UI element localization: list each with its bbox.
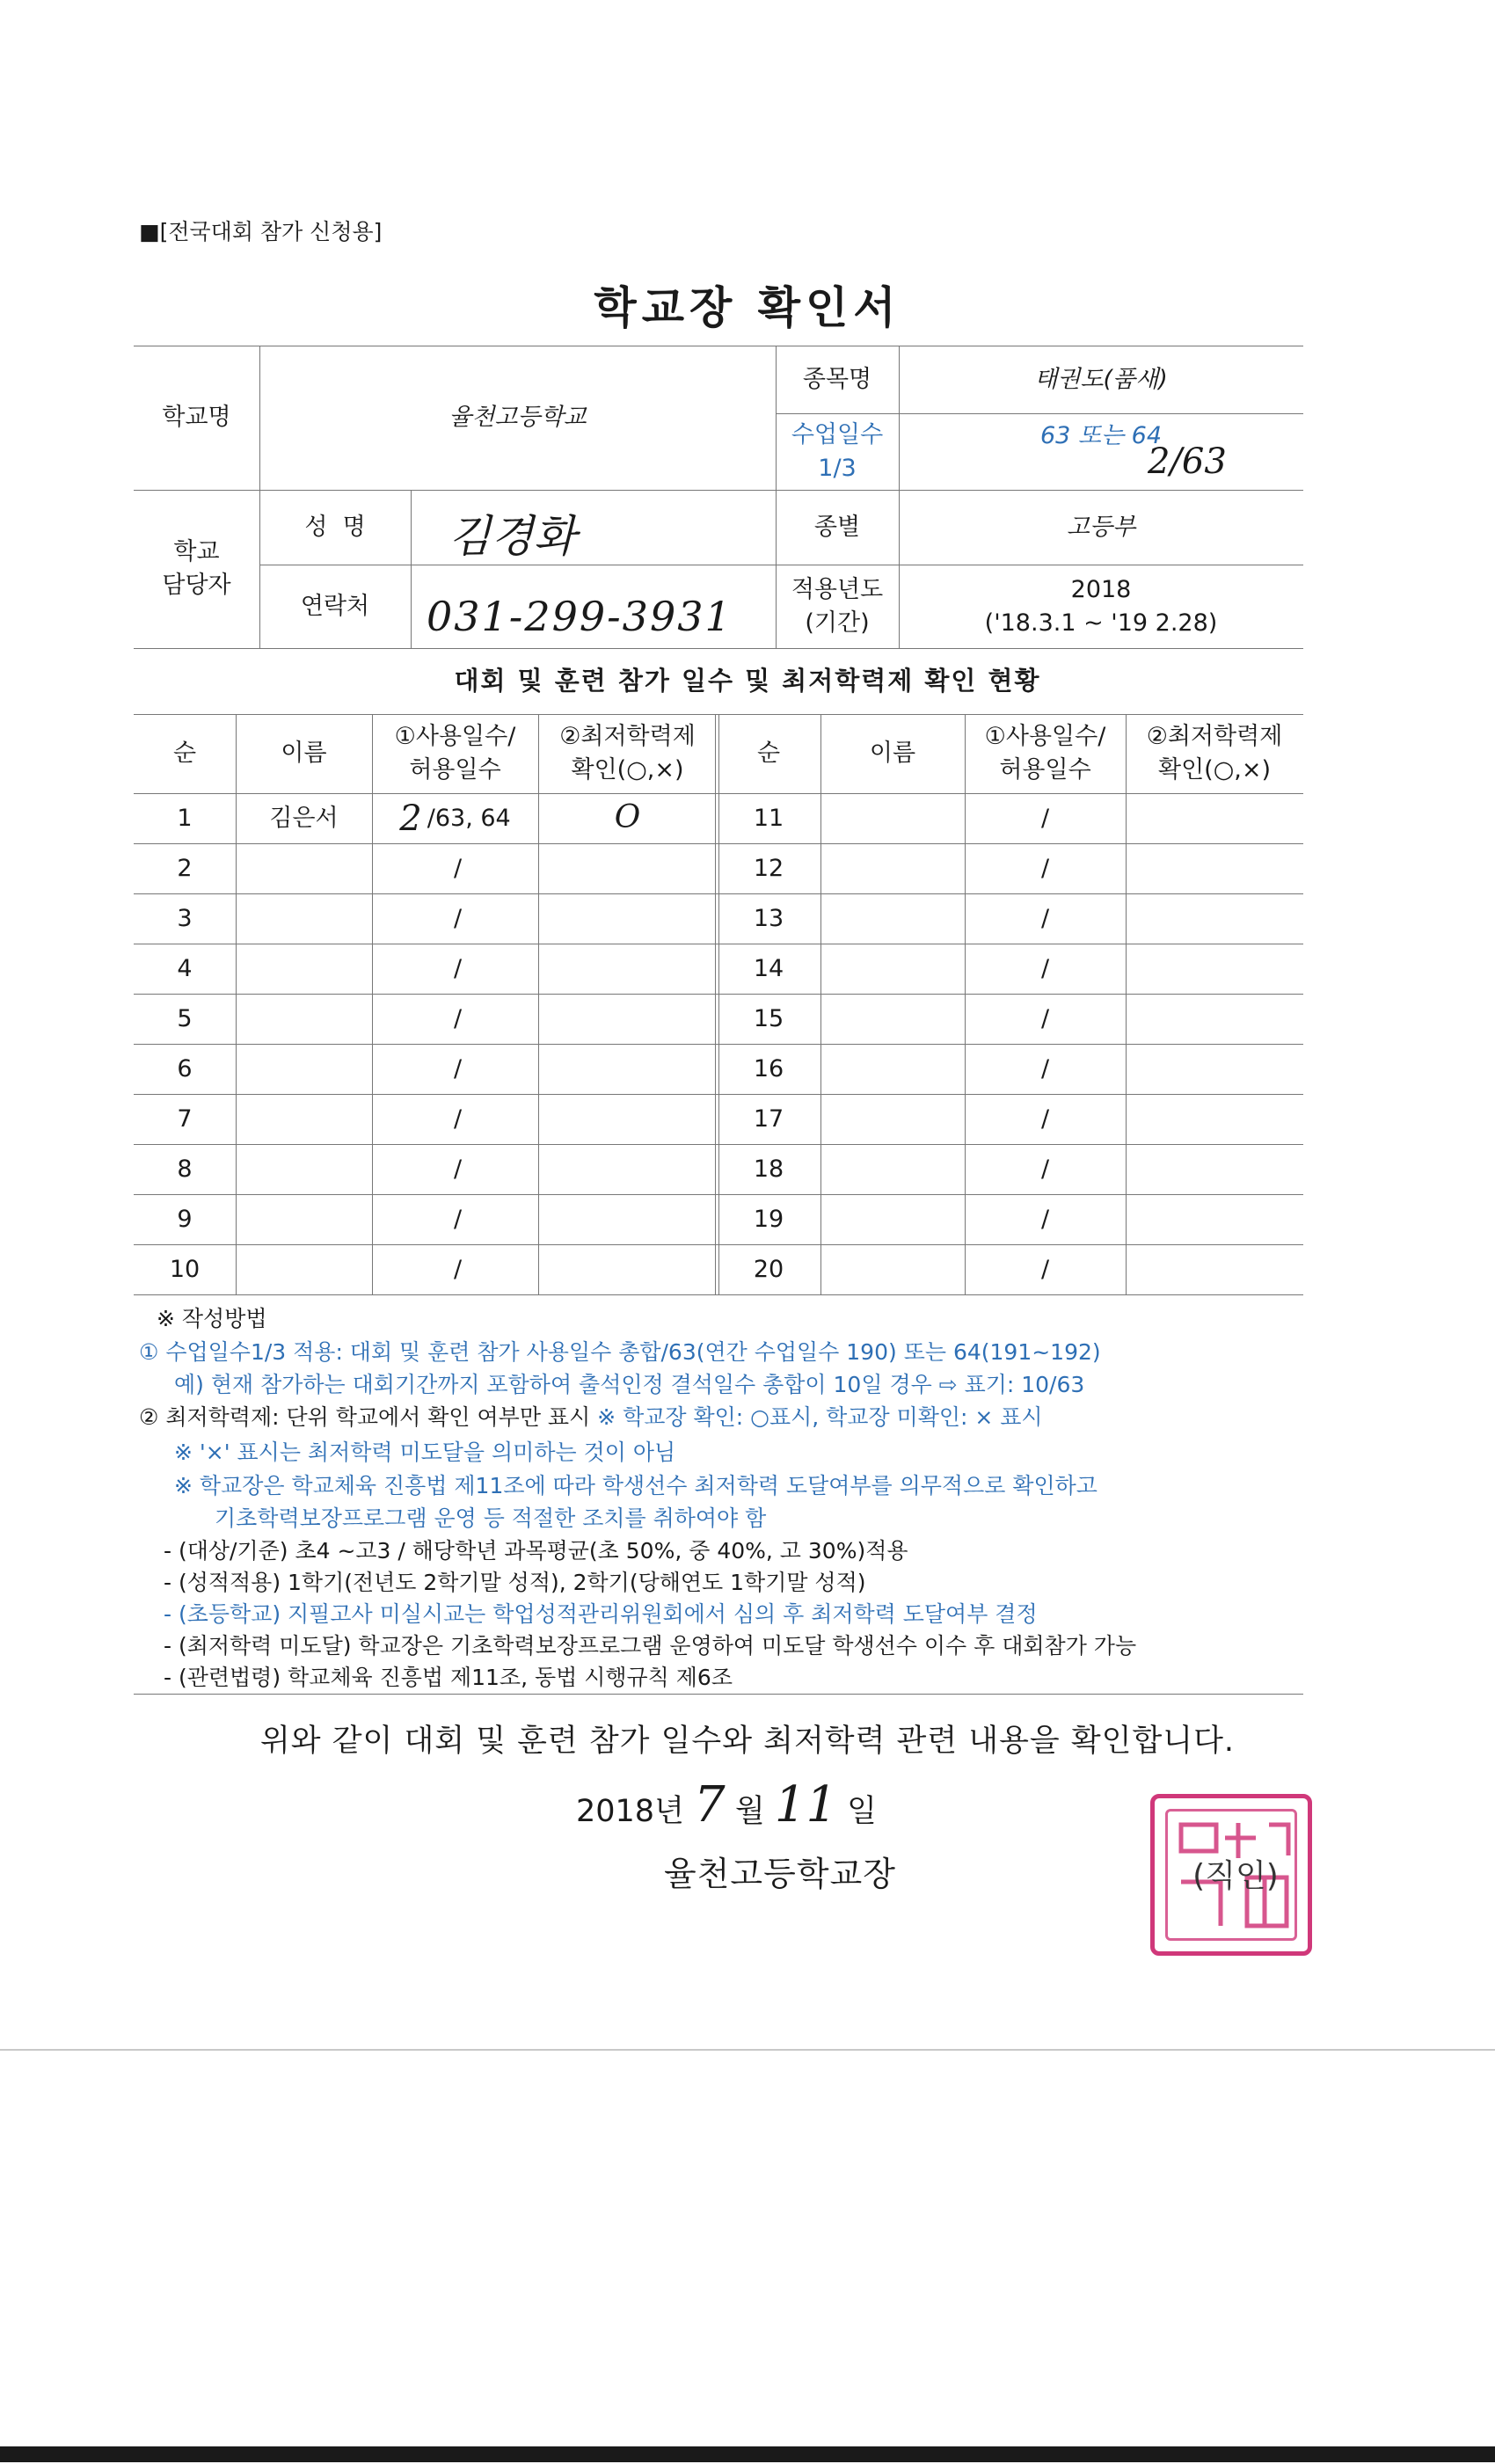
header-no-left: 순 <box>172 740 197 768</box>
detail-1: - (대상/기준) 초4 ~고3 / 해당학년 과목평균(초 50%, 중 40%, 고 30%)적용 <box>164 1538 908 1564</box>
header-check-line2: 확인(○,×) <box>1158 756 1271 784</box>
manager-contact-label: 연락처 <box>300 592 370 620</box>
header-check-line2: 확인(○,×) <box>571 756 684 784</box>
row-number: 18 <box>753 1155 784 1183</box>
row-check <box>538 1044 717 1094</box>
note-1-line1: ① 수업일수1/3 적용: 대회 및 훈련 참가 사용일수 총합/63(연간 수업일수 190) 또는 64(191~192) <box>139 1339 1101 1365</box>
apply-year-value <box>899 565 1303 648</box>
row-name <box>820 793 965 843</box>
principal-title: 율천고등학교장 <box>664 1855 896 1893</box>
row-number: 14 <box>753 954 784 982</box>
status-section-title: 대회 및 훈련 참가 일수 및 최저학력제 확인 현황 <box>454 666 1041 696</box>
note-3: ※ '×' 표시는 최저학력 미도달을 의미하는 것이 아님 <box>174 1440 676 1465</box>
row-check: O <box>614 799 641 836</box>
row-name <box>820 1044 965 1094</box>
header-check-left <box>538 714 717 793</box>
school-days-handwritten: 2/63 <box>1148 441 1227 482</box>
row-days: / <box>1040 1155 1050 1183</box>
row-days: / <box>1040 1004 1050 1032</box>
issue-date-year: 2018년 <box>576 1794 684 1829</box>
issue-date-month-unit: 월 <box>734 1794 765 1829</box>
issue-date-day-unit: 일 <box>847 1794 877 1829</box>
row-name <box>236 843 372 893</box>
category-label: 종별 <box>813 513 861 541</box>
header-no-right: 순 <box>756 740 781 768</box>
scan-background <box>0 2049 1495 2464</box>
row-days-value: /63, 64 <box>427 804 511 832</box>
manager-name-label: 성 명 <box>304 513 366 541</box>
row-days-value: / <box>453 1004 463 1032</box>
row-name <box>820 1094 965 1144</box>
note-2-highlight: ※ 학교장 확인: ○표시, 학교장 미확인: × 표시 <box>597 1404 1043 1430</box>
apply-year-label <box>776 565 899 648</box>
row-check <box>1126 1144 1303 1194</box>
apply-year-label-line2: (기간) <box>805 609 870 637</box>
header-check-line1: ②최저학력제 <box>1146 723 1283 751</box>
manager-label-line2: 담당자 <box>162 572 231 599</box>
row-name <box>820 1194 965 1244</box>
header-days-line1: ①사용일수/ <box>394 723 516 751</box>
row-number: 7 <box>177 1104 193 1133</box>
row-name <box>236 944 372 994</box>
row-number: 15 <box>753 1004 784 1032</box>
row-check <box>538 1094 717 1144</box>
row-number: 17 <box>753 1104 784 1133</box>
header-days-right <box>965 714 1126 793</box>
header-days-line1: ①사용일수/ <box>984 723 1106 751</box>
row-check <box>538 843 717 893</box>
row-number: 3 <box>177 904 193 932</box>
apply-year-value-line2: ('18.3.1 ~ '19 2.28) <box>984 609 1218 637</box>
row-check <box>1126 793 1303 843</box>
school-name-value: 율천고등학교 <box>448 404 587 432</box>
row-days-value: / <box>453 1205 463 1233</box>
row-days: / <box>1040 1255 1050 1283</box>
row-days-value: / <box>453 1155 463 1183</box>
notes-heading: ※ 작성방법 <box>157 1306 267 1331</box>
row-check <box>1126 893 1303 944</box>
official-seal-label: (직인) <box>1192 1858 1279 1894</box>
apply-year-label-line1: 적용년도 <box>791 575 884 603</box>
document-header-tag: ■[전국대회 참가 신청용] <box>139 219 383 244</box>
row-check <box>538 893 717 944</box>
apply-year-value-line1: 2018 <box>1070 575 1132 603</box>
row-days: / <box>1040 804 1050 832</box>
row-name <box>820 843 965 893</box>
header-days-line2: 허용일수 <box>409 756 501 784</box>
row-check <box>538 1244 717 1294</box>
row-name <box>820 893 965 944</box>
event-value: 태권도(품새) <box>1034 365 1168 393</box>
header-days-line2: 허용일수 <box>999 756 1091 784</box>
detail-5: - (관련법령) 학교체육 진흥법 제11조, 동법 시행규칙 제6조 <box>164 1665 733 1690</box>
row-name <box>236 1094 372 1144</box>
row-days-value: / <box>453 1104 463 1133</box>
row-check <box>1126 1044 1303 1094</box>
official-seal-stamp <box>1150 1794 1312 1956</box>
row-days <box>372 994 538 1044</box>
row-days <box>372 893 538 944</box>
row-name <box>820 994 965 1044</box>
row-days <box>372 1044 538 1094</box>
row-number: 10 <box>169 1255 201 1283</box>
row-check <box>1126 843 1303 893</box>
row-name <box>236 1044 372 1094</box>
row-check <box>1126 944 1303 994</box>
detail-3: - (초등학교) 지필고사 미실시교는 학업성적관리위원회에서 심의 후 최저학력 도달여부 결정 <box>164 1601 1038 1627</box>
note-2-prefix: ② 최저학력제: 단위 학교에서 확인 여부만 표시 <box>139 1404 591 1430</box>
row-check <box>1126 1244 1303 1294</box>
issue-date-day-handwritten: 11 <box>774 1776 838 1833</box>
note-4-line1: ※ 학교장은 학교체육 진흥법 제11조에 따라 학생선수 최저학력 도달여부를 의무적으로 확인하고 <box>174 1473 1098 1498</box>
row-name <box>236 994 372 1044</box>
school-days-label-line1: 수업일수 <box>791 420 884 448</box>
detail-2: - (성적적용) 1학기(전년도 2학기말 성적), 2학기(당해연도 1학기말 성적) <box>164 1570 866 1595</box>
row-days-value: / <box>453 954 463 982</box>
row-number: 8 <box>177 1155 193 1183</box>
row-days <box>372 1094 538 1144</box>
row-number: 16 <box>753 1054 784 1083</box>
row-days: / <box>1040 1205 1050 1233</box>
row-days-value: / <box>453 1255 463 1283</box>
row-number: 11 <box>753 804 784 832</box>
row-days-handwritten: 2 <box>399 798 422 839</box>
row-number: 1 <box>177 804 193 832</box>
confirmation-statement: 위와 같이 대회 및 훈련 참가 일수와 최저학력 관련 내용을 확인합니다. <box>259 1724 1236 1759</box>
row-check <box>538 994 717 1044</box>
row-days: / <box>1040 854 1050 882</box>
row-name <box>820 1144 965 1194</box>
row-name <box>236 1144 372 1194</box>
row-check <box>1126 994 1303 1044</box>
header-check-line1: ②최저학력제 <box>559 723 696 751</box>
document-title: 학교장 확인서 <box>594 282 901 333</box>
row-days <box>372 843 538 893</box>
manager-name-handwritten: 김경화 <box>448 511 576 562</box>
issue-date <box>576 1776 877 1833</box>
row-days: / <box>1040 1054 1050 1083</box>
row-days: / <box>1040 1104 1050 1133</box>
row-days <box>372 944 538 994</box>
table-rule <box>134 1294 1303 1295</box>
issue-date-month-handwritten: 7 <box>694 1776 726 1833</box>
row-name <box>820 944 965 994</box>
manager-label-line1: 학교 <box>173 538 220 566</box>
row-days <box>372 1194 538 1244</box>
row-check <box>538 1144 717 1194</box>
header-name-left: 이름 <box>281 740 327 768</box>
row-number: 6 <box>177 1054 193 1083</box>
row-number: 4 <box>177 954 193 982</box>
row-check <box>1126 1194 1303 1244</box>
school-days-value: 63 또는 64 <box>1039 422 1163 450</box>
school-days-label-line2: 1/3 <box>818 454 857 482</box>
row-check <box>538 1194 717 1244</box>
row-days <box>372 1144 538 1194</box>
row-days <box>372 1244 538 1294</box>
row-days: / <box>1040 904 1050 932</box>
row-days: / <box>1040 954 1050 982</box>
row-check <box>1126 1094 1303 1144</box>
row-name <box>820 1244 965 1294</box>
row-number: 19 <box>753 1205 784 1233</box>
row-name: 김은서 <box>269 804 339 832</box>
row-name <box>236 1244 372 1294</box>
row-number: 9 <box>177 1205 193 1233</box>
note-1-line2: 예) 현재 참가하는 대회기간까지 포함하여 출석인정 결석일수 총합이 10일 경우 ⇨ 표기: 10/63 <box>174 1372 1085 1397</box>
note-2 <box>139 1400 1043 1432</box>
row-number: 13 <box>753 904 784 932</box>
detail-4: - (최저학력 미도달) 학교장은 기초학력보장프로그램 운영하여 미도달 학생선수 이수 후 대회참가 가능 <box>164 1633 1137 1658</box>
row-number: 20 <box>753 1255 784 1283</box>
school-days-label <box>776 413 899 490</box>
row-number: 5 <box>177 1004 193 1032</box>
row-number: 2 <box>177 854 193 882</box>
manager-contact-handwritten: 031-299-3931 <box>427 593 733 640</box>
row-days-value: / <box>453 1054 463 1083</box>
row-check <box>538 944 717 994</box>
row-name <box>236 893 372 944</box>
header-check-right <box>1126 714 1303 793</box>
scan-edge <box>0 2446 1495 2462</box>
header-name-right: 이름 <box>869 740 916 768</box>
header-days-left <box>372 714 538 793</box>
note-4-line2: 기초학력보장프로그램 운영 등 적절한 조치를 취하여야 함 <box>215 1505 767 1531</box>
row-days-value: / <box>453 854 463 882</box>
school-name-label: 학교명 <box>162 404 231 432</box>
manager-label <box>134 490 259 648</box>
row-days <box>372 793 538 843</box>
row-name <box>236 1194 372 1244</box>
event-label: 종목명 <box>802 365 872 393</box>
row-days-value: / <box>453 904 463 932</box>
row-number: 12 <box>753 854 784 882</box>
category-value: 고등부 <box>1066 513 1136 541</box>
